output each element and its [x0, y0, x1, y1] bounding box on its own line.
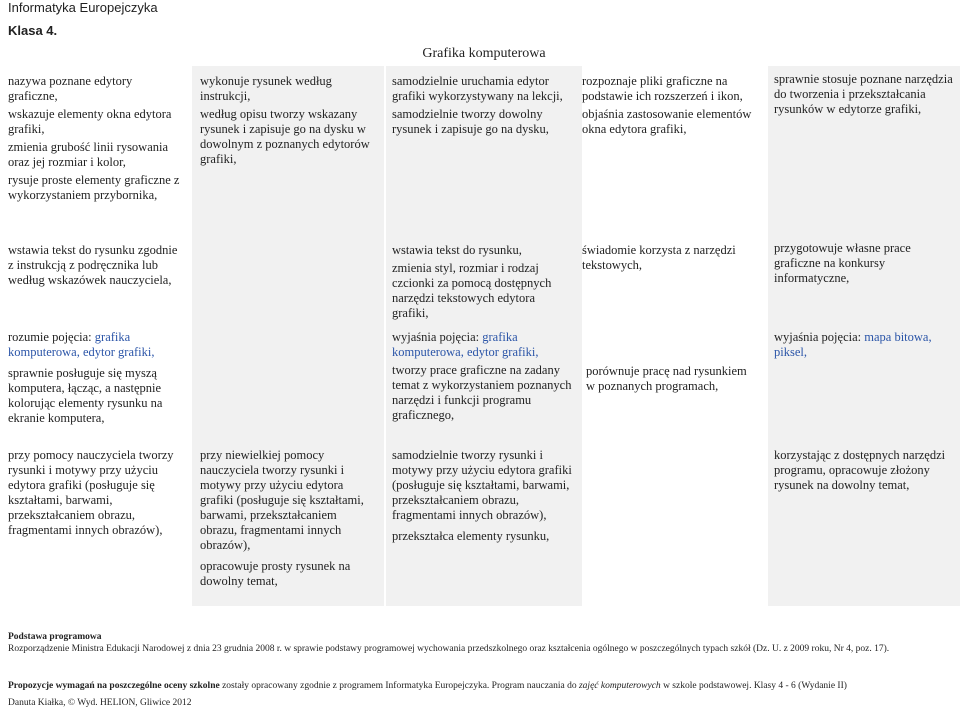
term-highlight: grafika komputerowa, edytor grafiki, — [392, 330, 539, 359]
section-title: Grafika komputerowa — [422, 46, 546, 61]
requirement-item: wstawia tekst do rysunku zgodnie z instrukcją z podręcznika lub według wskazówek nauczyciela, — [8, 243, 178, 287]
requirement-item: zmienia grubość linii rysowania oraz jej rozmiar i kolor, — [8, 140, 169, 169]
requirement-item: opracowuje prosty rysunek na dowolny temat, — [200, 559, 351, 588]
requirement-cell — [392, 330, 572, 423]
requirement-item: rysuje proste elementy graficzne z wykorzystaniem przybornika, — [8, 173, 180, 202]
author-credit: Danuta Kiałka, © Wyd. HELION, Gliwice 2012 — [8, 698, 192, 708]
requirement-cell — [392, 448, 572, 544]
requirement-item: świadomie korzysta z narzędzi tekstowych, — [582, 243, 736, 272]
requirement-cell — [392, 74, 572, 137]
requirement-item: według opisu tworzy wskazany rysunek i zapisuje go na dysku w dowolnym z poznanych edytorów grafiki, — [200, 107, 370, 166]
requirement-cell — [8, 243, 180, 288]
requirement-cell — [582, 74, 758, 137]
proposal-note: Propozycje wymagań na poszczególne oceny szkolne zostały opracowany zgodnie z programem Informatyka Europejczyka. Program nauczania do zajęć komputerowych w szkole podstawowej. Klasy 4 - 6 (Wydanie II) — [8, 681, 847, 691]
requirement-item: wyjaśnia pojęcia: mapa bitowa, piksel, — [774, 330, 932, 359]
requirement-item: tworzy prace graficzne na zadany temat z wykorzystaniem poznanych narzędzi i funkcji programu graficznego, — [392, 363, 572, 422]
curriculum-basis — [8, 631, 952, 655]
requirement-item: porównuje pracę nad rysunkiem w poznanych programach, — [586, 364, 747, 393]
requirement-cell — [392, 243, 572, 321]
requirement-item: nazywa poznane edytory graficzne, — [8, 74, 133, 103]
requirement-cell — [8, 448, 180, 538]
requirement-item: przy niewielkiej pomocy nauczyciela tworzy rysunki i motywy przy użyciu edytora grafiki (posługuje się kształtami, barwami, przekształcaniem obrazu, fragmentami innych obrazów), — [200, 448, 364, 552]
requirement-cell — [200, 448, 372, 589]
requirement-item: wskazuje elementy okna edytora grafiki, — [8, 107, 172, 136]
requirement-item: samodzielnie uruchamia edytor grafiki wykorzystywany na lekcji, — [392, 74, 563, 103]
requirement-item: sprawnie posługuje się myszą komputera, łącząc, a następnie kolorując elementy rysunku na ekranie komputera, — [8, 366, 163, 425]
requirement-item: korzystając z dostępnych narzędzi programu, opracowuje złożony rysunek na dowolny temat, — [774, 448, 946, 492]
requirement-item: wyjaśnia pojęcia: grafika komputerowa, edytor grafiki, — [392, 330, 539, 359]
requirement-cell — [586, 364, 756, 394]
requirement-item: samodzielnie tworzy dowolny rysunek i zapisuje go na dysku, — [392, 107, 549, 136]
requirement-cell — [774, 448, 954, 493]
requirement-cell — [582, 243, 758, 273]
requirement-cell — [8, 74, 180, 203]
requirement-item: przygotowuje własne prace graficzne na konkursy informatyczne, — [774, 241, 911, 285]
class-label: Klasa 4. — [8, 23, 58, 38]
requirement-item: objaśnia zastosowanie elementów okna edytora grafiki, — [582, 107, 752, 136]
requirement-item: sprawnie stosuje poznane narzędzia do tworzenia i przekształcania rysunków w edytorze grafiki, — [774, 72, 953, 116]
requirement-item: rozpoznaje pliki graficzne na podstawie ich rozszerzeń i ikon, — [582, 74, 743, 103]
term-highlight: grafika komputerowa, edytor grafiki, — [8, 330, 155, 359]
requirement-cell — [774, 241, 954, 286]
course-title: Informatyka Europejczyka — [8, 0, 158, 15]
requirement-item: rozumie pojęcia: grafika komputerowa, edytor grafiki, — [8, 330, 155, 359]
requirement-cell — [774, 330, 954, 360]
requirement-item: samodzielnie tworzy rysunki i motywy przy użyciu edytora grafiki (posługuje się kształtami, barwami, przekształcaniem obrazu, fragmentami innych obrazów), — [392, 448, 572, 522]
requirement-item: wykonuje rysunek według instrukcji, — [200, 74, 332, 103]
requirement-item: przy pomocy nauczyciela tworzy rysunki i motywy przy użyciu edytora grafiki (posługuje się kształtami, barwami, przekształcaniem obrazu, fragmentami innych obrazów), — [8, 448, 174, 537]
requirement-item: wstawia tekst do rysunku, — [392, 243, 522, 257]
curriculum-basis-heading: Podstawa programowa — [8, 632, 102, 642]
requirement-cell — [200, 74, 372, 167]
requirement-item: przekształca elementy rysunku, — [392, 529, 550, 543]
requirement-cell — [774, 72, 954, 117]
requirement-item: zmienia styl, rozmiar i rodzaj czcionki za pomocą dostępnych narzędzi tekstowych edytora grafiki, — [392, 261, 552, 320]
curriculum-basis-text: Rozporządzenie Ministra Edukacji Narodowej z dnia 23 grudnia 2008 r. w sprawie podstawy programowej wychowania przedszkolnego oraz kształcenia ogólnego w poszczególnych typach szkół (Dz. U. z 2009 roku, Nr 4, poz. 17). — [8, 644, 890, 654]
term-highlight: mapa bitowa, piksel, — [774, 330, 932, 359]
column-grade-5 — [582, 66, 768, 606]
requirement-cell — [8, 330, 180, 426]
